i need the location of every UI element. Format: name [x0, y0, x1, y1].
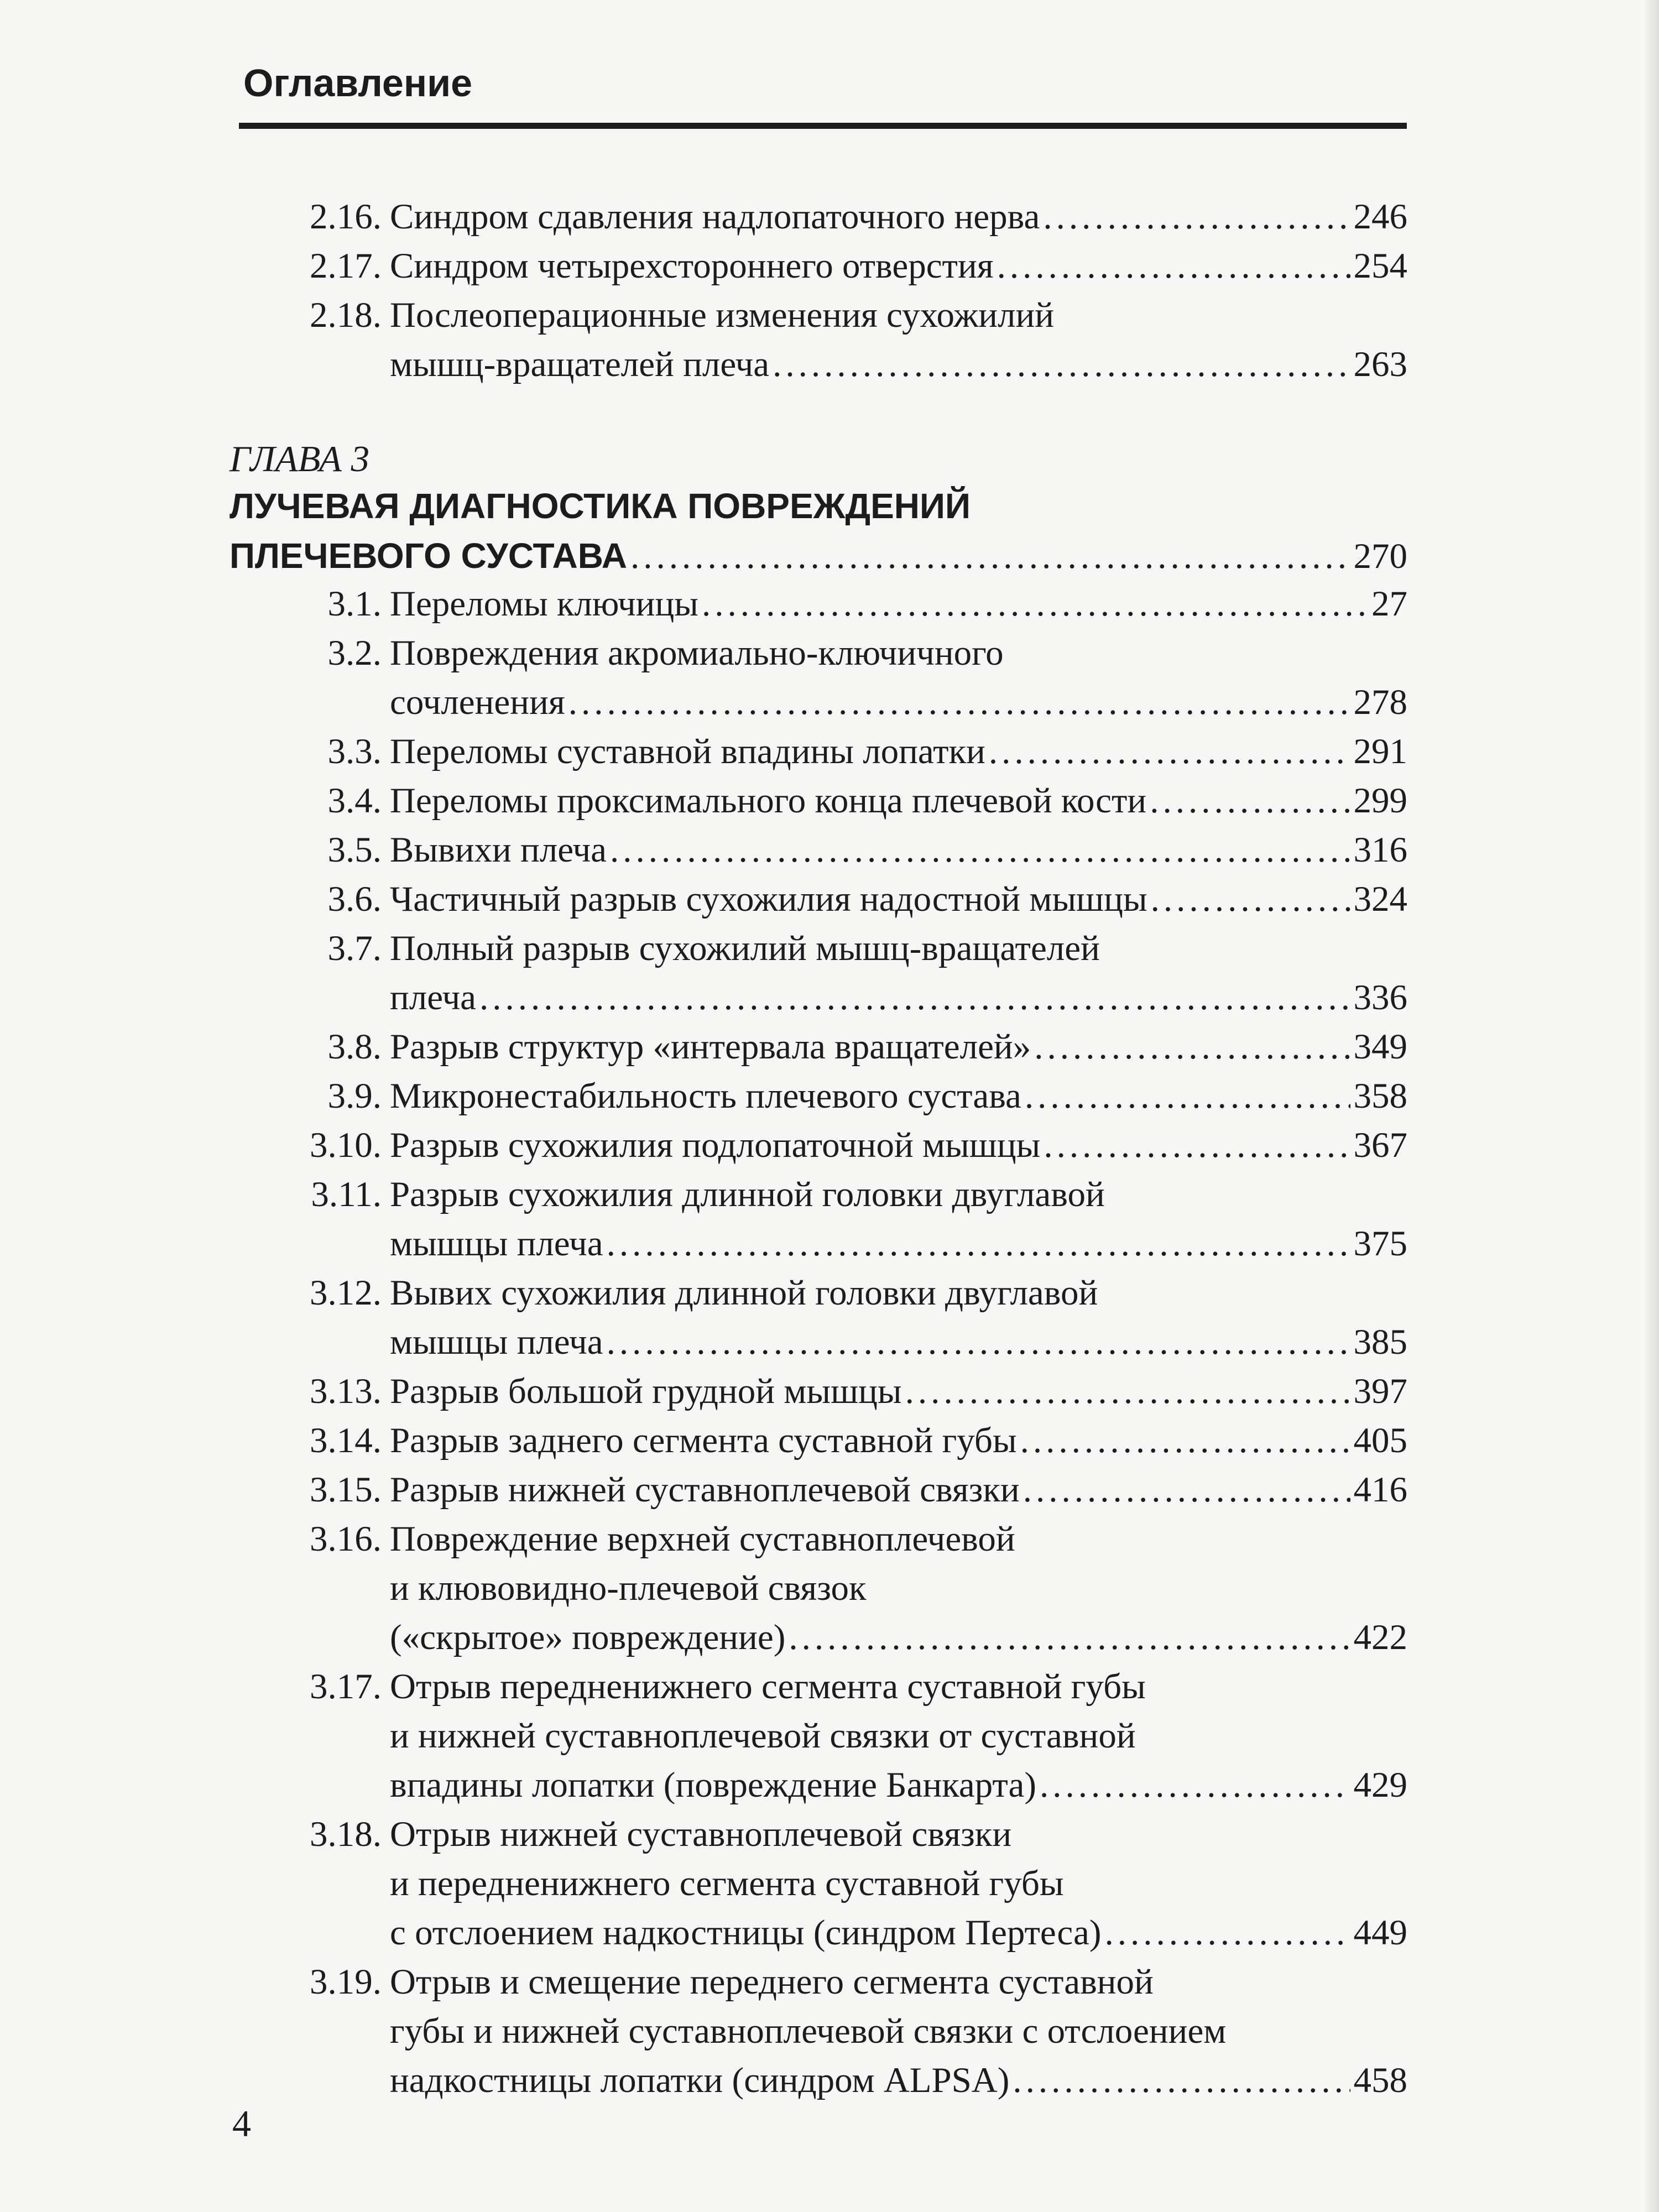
toc-entry-page: 405: [1353, 1421, 1407, 1460]
toc-entry-text: впадины лопатки (повреждение Банкарта): [390, 1765, 1037, 1805]
toc-entry-page: 291: [1353, 732, 1407, 771]
toc-entry-number: 3.7.: [327, 928, 382, 968]
chapter-title-line-1: ЛУЧЕВАЯ ДИАГНОСТИКА ПОВРЕЖДЕНИЙ: [229, 486, 971, 526]
toc-entry-text: Частичный разрыв сухожилия надостной мышцы: [390, 879, 1147, 919]
toc-entry-text: Разрыв сухожилия длинной головки двуглавой: [390, 1175, 1105, 1214]
toc-entry-row[interactable]: [390, 582, 1407, 626]
toc-entry-page: 429: [1353, 1765, 1407, 1805]
toc-entry-page: 324: [1353, 879, 1407, 919]
toc-entry-text: и нижней суставноплечевой связки от суставной: [390, 1716, 1136, 1756]
leader-dots: [479, 975, 1350, 1020]
toc-entry-number: 3.17.: [310, 1667, 382, 1707]
toc-entry-row[interactable]: [390, 1418, 1407, 1463]
toc-entry-row[interactable]: [390, 1320, 1407, 1364]
toc-entry-row[interactable]: [390, 828, 1407, 872]
chapter-title-row[interactable]: [229, 534, 1407, 578]
leader-dots: [568, 680, 1350, 724]
toc-entry-number: 3.15.: [310, 1470, 382, 1510]
toc-entry-row[interactable]: [390, 2058, 1407, 2103]
toc-entry-text: Микронестабильность плечевого сустава: [390, 1076, 1021, 1116]
toc-entry-page: 375: [1353, 1224, 1407, 1264]
chapter-label: ГЛАВА 3: [229, 439, 370, 479]
toc-entry-page: 278: [1353, 682, 1407, 722]
toc-entry-number: 3.18.: [310, 1814, 382, 1854]
toc-entry-page: 449: [1353, 1913, 1407, 1953]
toc-entry-text: Повреждение верхней суставноплечевой: [390, 1519, 1015, 1559]
toc-entry-text: и передненижнего сегмента суставной губы: [390, 1864, 1064, 1903]
toc-entry-row[interactable]: [390, 1369, 1407, 1413]
toc-entry-text: Вывих сухожилия длинной головки двуглавой: [390, 1273, 1098, 1313]
toc-entry-page: 246: [1353, 197, 1407, 237]
toc-entry-text: Повреждения акромиально-ключичного: [390, 633, 1004, 673]
toc-entry-row[interactable]: [390, 1025, 1407, 1069]
chapter-title-line-2: ПЛЕЧЕВОГО СУСТАВА: [229, 536, 627, 576]
toc-entry-text: Послеоперационные изменения сухожилий: [390, 295, 1055, 335]
toc-entry-text: с отслоением надкостницы (синдром Пертеса): [390, 1913, 1102, 1953]
toc-entry-page: 358: [1353, 1076, 1407, 1116]
toc-entry-text: Отрыв и смещение переднего сегмента суставной: [390, 1962, 1154, 2002]
header-rule: [239, 123, 1407, 129]
leader-dots: [1034, 1025, 1350, 1069]
toc-entry-page: 397: [1353, 1371, 1407, 1411]
toc-entry-text: мышцы плеча: [390, 1224, 603, 1264]
toc-entry-number: 2.18.: [310, 295, 382, 335]
toc-entry-row[interactable]: [390, 975, 1407, 1020]
toc-entry-number: 2.17.: [310, 246, 382, 286]
toc-entry-row[interactable]: [390, 779, 1407, 823]
toc-entry-page: 349: [1353, 1027, 1407, 1067]
leader-dots: [1151, 877, 1350, 921]
leader-dots: [1020, 1418, 1350, 1463]
leader-dots: [1040, 1763, 1350, 1807]
toc-entry-text: мышц-вращателей плеча: [390, 345, 770, 384]
toc-entry-text: Разрыв заднего сегмента суставной губы: [390, 1421, 1017, 1460]
toc-entry-text: Синдром четырехстороннего отверстия: [390, 246, 994, 286]
toc-entry-page: 254: [1353, 246, 1407, 286]
leader-dots: [702, 582, 1368, 626]
toc-entry-number: 3.12.: [310, 1273, 382, 1313]
leader-dots: [610, 828, 1350, 872]
toc-entry-row[interactable]: [390, 195, 1407, 239]
toc-entry-row[interactable]: [390, 1468, 1407, 1512]
toc-entry-row[interactable]: [390, 1911, 1407, 1955]
page-number: 4: [232, 2103, 251, 2145]
toc-entry-page: 422: [1353, 1618, 1407, 1657]
toc-entry-text: Отрыв передненижнего сегмента суставной губы: [390, 1667, 1146, 1707]
toc-entry-text: Вывихи плеча: [390, 830, 607, 870]
toc-entry-page: 27: [1371, 584, 1407, 624]
toc-entry-text: надкостницы лопатки (синдром ALPSA): [390, 2060, 1010, 2100]
toc-entry-text: Разрыв большой грудной мышцы: [390, 1371, 902, 1411]
toc-entry-text: Переломы суставной впадины лопатки: [390, 732, 985, 771]
toc-entry-number: 2.16.: [310, 197, 382, 237]
toc-entry-number: 3.3.: [327, 732, 382, 771]
toc-entry-number: 3.2.: [327, 633, 382, 673]
leader-dots: [773, 342, 1350, 387]
toc-entry-text: Переломы проксимального конца плечевой кости: [390, 781, 1147, 821]
toc-entry-row[interactable]: [390, 1123, 1407, 1167]
leader-dots: [989, 729, 1350, 774]
toc-entry-page: 336: [1353, 978, 1407, 1018]
toc-entry-page: 367: [1353, 1125, 1407, 1165]
toc-entry-page: 316: [1353, 830, 1407, 870]
toc-entry-text: Отрыв нижней суставноплечевой связки: [390, 1814, 1012, 1854]
leader-dots: [789, 1615, 1350, 1660]
leader-dots: [1105, 1911, 1350, 1955]
toc-entry-text: сочленения: [390, 682, 565, 722]
toc-entry-row[interactable]: [390, 1074, 1407, 1118]
leader-dots: [630, 534, 1350, 578]
toc-entry-text: плеча: [390, 978, 476, 1018]
toc-entry-row[interactable]: [390, 244, 1407, 288]
toc-entry-text: Разрыв структур «интервала вращателей»: [390, 1027, 1031, 1067]
toc-entry-row[interactable]: [390, 877, 1407, 921]
toc-entry-number: 3.9.: [327, 1076, 382, 1116]
toc-entry-page: 263: [1353, 345, 1407, 384]
toc-entry-number: 3.14.: [310, 1421, 382, 1460]
toc-entry-text: губы и нижней суставноплечевой связки с отслоением: [390, 2011, 1227, 2051]
toc-entry-row[interactable]: [390, 680, 1407, 724]
toc-entry-text: Разрыв нижней суставноплечевой связки: [390, 1470, 1020, 1510]
toc-entry-text: и клювовидно-плечевой связок: [390, 1568, 867, 1608]
leader-dots: [905, 1369, 1350, 1413]
toc-entry-text: Переломы ключицы: [390, 584, 698, 624]
toc-entry-text: Синдром сдавления надлопаточного нерва: [390, 197, 1040, 237]
toc-entry-row[interactable]: [390, 729, 1407, 774]
toc-entry-text: Полный разрыв сухожилий мышц-вращателей: [390, 928, 1100, 968]
leader-dots: [1025, 1074, 1350, 1118]
toc-entry-number: 3.1.: [327, 584, 382, 624]
toc-entry-page: 385: [1353, 1322, 1407, 1362]
toc-entry-number: 3.5.: [327, 830, 382, 870]
toc-entry-number: 3.8.: [327, 1027, 382, 1067]
leader-dots: [1150, 779, 1350, 823]
toc-entry-number: 3.16.: [310, 1519, 382, 1559]
toc-entry-number: 3.6.: [327, 879, 382, 919]
toc-entry-number: 3.13.: [310, 1371, 382, 1411]
leader-dots: [997, 244, 1350, 288]
toc-entry-page: 458: [1353, 2060, 1407, 2100]
toc-entry-row[interactable]: [390, 1615, 1407, 1660]
leader-dots: [1013, 2058, 1350, 2103]
chapter-page: 270: [1353, 536, 1407, 576]
toc-entry-text: Разрыв сухожилия подлопаточной мышцы: [390, 1125, 1041, 1165]
running-header-title: Оглавление: [243, 61, 473, 105]
leader-dots: [1023, 1468, 1350, 1512]
toc-entry-row[interactable]: [390, 1222, 1407, 1266]
toc-entry-number: 3.11.: [311, 1175, 382, 1214]
toc-entry-number: 3.19.: [310, 1962, 382, 2002]
toc-entry-page: 416: [1353, 1470, 1407, 1510]
toc-entry-text: («скрытое» повреждение): [390, 1618, 786, 1657]
toc-entry-page: 299: [1353, 781, 1407, 821]
toc-entry-number: 3.10.: [310, 1125, 382, 1165]
leader-dots: [1043, 195, 1350, 239]
toc-entry-number: 3.4.: [327, 781, 382, 821]
toc-entry-row[interactable]: [390, 1763, 1407, 1807]
toc-entry-text: мышцы плеча: [390, 1322, 603, 1362]
page-edge-shadow: [1644, 0, 1659, 2212]
leader-dots: [607, 1222, 1350, 1266]
toc-entry-row[interactable]: [390, 342, 1407, 387]
leader-dots: [607, 1320, 1350, 1364]
leader-dots: [1044, 1123, 1350, 1167]
